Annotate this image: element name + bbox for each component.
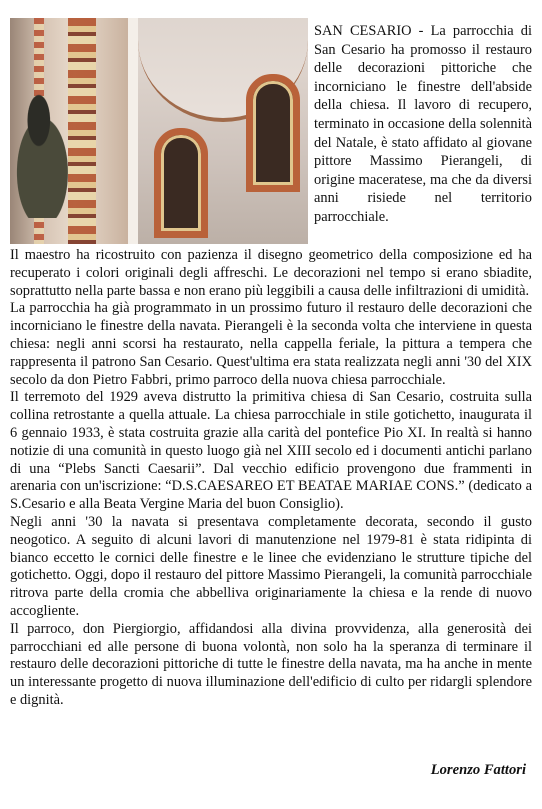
gothic-window — [154, 128, 208, 238]
article-body — [10, 247, 532, 710]
article-photo — [10, 18, 308, 244]
intro-paragraph: SAN CESARIO - La parrocchia di San Cesario ha promosso il restauro delle decorazioni pittoriche che incorniciano le finestre dell'abside della chiesa. Il lavoro di recupero, terminato in occasione della solennità del Natale, è stato affidato al giovane pittore Massimo Pierangeli, di origine maceratese, ma che da diversi anni risiede nel territorio parrocchiale. — [314, 23, 532, 225]
body-paragraph: Il maestro ha ricostruito con pazienza il disegno geometrico della composizione ed ha recuperato i colori originali degli affreschi. Le decorazioni nel tempo si erano sbiadite, soprattutto nella parte bassa e non erano più leggibili a causa delle infiltrazioni di umidità. — [10, 247, 532, 299]
photo-divider — [128, 18, 138, 244]
photo-apse-windows — [138, 18, 308, 244]
photo-restorer-pillar — [10, 18, 128, 244]
body-paragraph: Il parroco, don Piergiorgio, affidandosi alla divina provvidenza, alla generosità dei parrocchiani ed alle persone di buona volontà, non solo ha la speranza di terminare il restauro delle decorazioni pittoriche di tutte le finestre della navata, ma ha anche in mente un interessante progetto di nuova illuminazione dell'edificio di culto per ridargli splendore e dignità. — [10, 620, 532, 708]
body-paragraph: Negli anni '30 la navata si presentava completamente decorata, secondo il gusto neogotico. A seguito di alcuni lavori di manutenzione nel 1979-81 è stata ridipinta di bianco eccetto le cornici delle finestre e le linee che evidenziano le strutture tipiche del gotichetto. Oggi, dopo il restauro del pittore Massimo Pierangeli, la comunità parrocchiale ritrova parte della cromia che abbelliva originariamente la chiesa e la rende di nuovo accogliente. — [10, 513, 532, 619]
gothic-window — [246, 74, 300, 192]
author-signature: Lorenzo Fattori — [430, 762, 526, 778]
painter-figure — [10, 88, 82, 218]
body-paragraph: Il terremoto del 1929 aveva distrutto la primitiva chiesa di San Cesario, costruita sulla collina retrostante a quella attuale. La chiesa parrocchiale in stile gotichetto, inaugurata il 6 gennaio 1933, è stata costruita grazie alla carità del pontefice Pio XI. In realtà si hanno notizie di una comunità in questo luogo già nel XIII secolo ed i documenti antichi parlano di una “Plebs Sancti Caesarii”. Dal vecchio edificio provengono due frammenti in arenaria con un'iscrizione: “D.S.CAESAREO ET BEATAE MARIAE CONS.” (dedicato a S.Cesario e alla Beata Vergine Maria del buon Consiglio). — [10, 389, 532, 513]
body-paragraph: La parrocchia ha già programmato in un prossimo futuro il restauro delle decorazioni che incorniciano le finestre della navata. Pierangeli è la seconda volta che interviene in questa chiesa: negli anni scorsi ha restaurato, nella cappella feriale, la pittura a tempera che rappresenta il patrono San Cesario. Quest'ultima era stata realizzata negli anni '30 del XIX secolo da don Pietro Fabbri, primo parroco della nuova chiesa parrocchiale. — [10, 300, 532, 388]
